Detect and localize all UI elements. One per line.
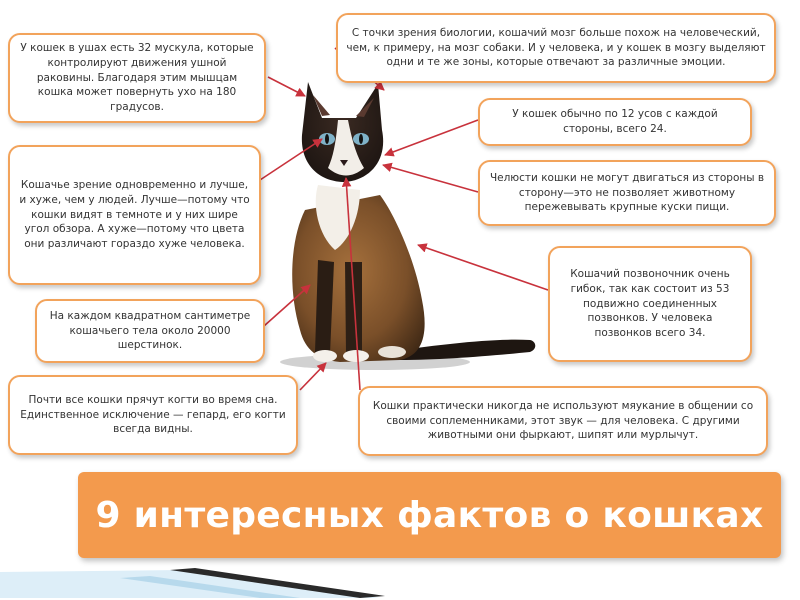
fact-ear-muscles <box>8 33 266 123</box>
footer-decoration <box>0 568 800 600</box>
arrow-claws <box>300 363 326 390</box>
fact-jaws-text: Челюсти кошки не могут двигаться из стороны в сторону—это не позволяет животному пережевывать крупные куски пищи. <box>489 171 765 214</box>
arrow-ear <box>268 77 305 96</box>
arrow-spine <box>418 245 548 290</box>
fact-jaws <box>478 160 776 226</box>
arrow-jaws <box>383 165 478 192</box>
fact-meowing-text: Кошки практически никогда не используют мяукание в общении со своими соплеменниками, этот звук — для человека. С другими животными они фыркают, шипят или мурлычут. <box>372 399 754 442</box>
fact-claws-text: Почти все кошки прячут когти во время сна. Единственное исключение — гепард, его когти всегда видны. <box>20 393 286 436</box>
fact-brain <box>336 13 776 83</box>
arrow-vision <box>260 139 322 180</box>
arrow-whiskers <box>385 120 478 155</box>
arrow-fur <box>264 285 310 326</box>
page-title: 9 интересных фактов о кошках <box>95 494 764 536</box>
fact-vision-text: Кошачье зрение одновременно и лучше, и хуже, чем у людей. Лучше—потому что кошки видят в темноте и у них шире угол обзора. А хуже—потому что цвета они различают гораздо хуже человека. <box>19 178 250 251</box>
fact-claws <box>8 375 298 455</box>
title-banner <box>78 472 781 558</box>
fact-brain-text: С точки зрения биологии, кошачий мозг больше похож на человеческий, чем, к примеру, на мозг собаки. И у человека, и у кошек в мозгу выделяют одни и те же зоны, которые отвечают за различные эмоции. <box>346 26 766 69</box>
arrow-meowing <box>346 178 360 390</box>
fact-vision <box>8 145 261 285</box>
fact-fur-text: На каждом квадратном сантиметре кошачьего тела около 20000 шерстинок. <box>49 309 251 352</box>
fact-fur <box>35 299 265 363</box>
fact-whiskers <box>478 98 752 146</box>
fact-whiskers-text: У кошек обычно по 12 усов с каждой стороны, всего 24. <box>512 108 718 135</box>
fact-spine-text: Кошачий позвоночник очень гибок, так как состоит из 53 подвижно соединенных позвонков. У человека позвонков всего 34. <box>570 267 730 340</box>
fact-meowing <box>358 386 768 456</box>
fact-spine <box>548 246 752 362</box>
fact-ear-muscles-text: У кошек в ушах есть 32 мускула, которые контролируют движения ушной раковины. Благодаря этим мышцам кошка может повернуть ухо на 180 градусов. <box>20 41 254 114</box>
